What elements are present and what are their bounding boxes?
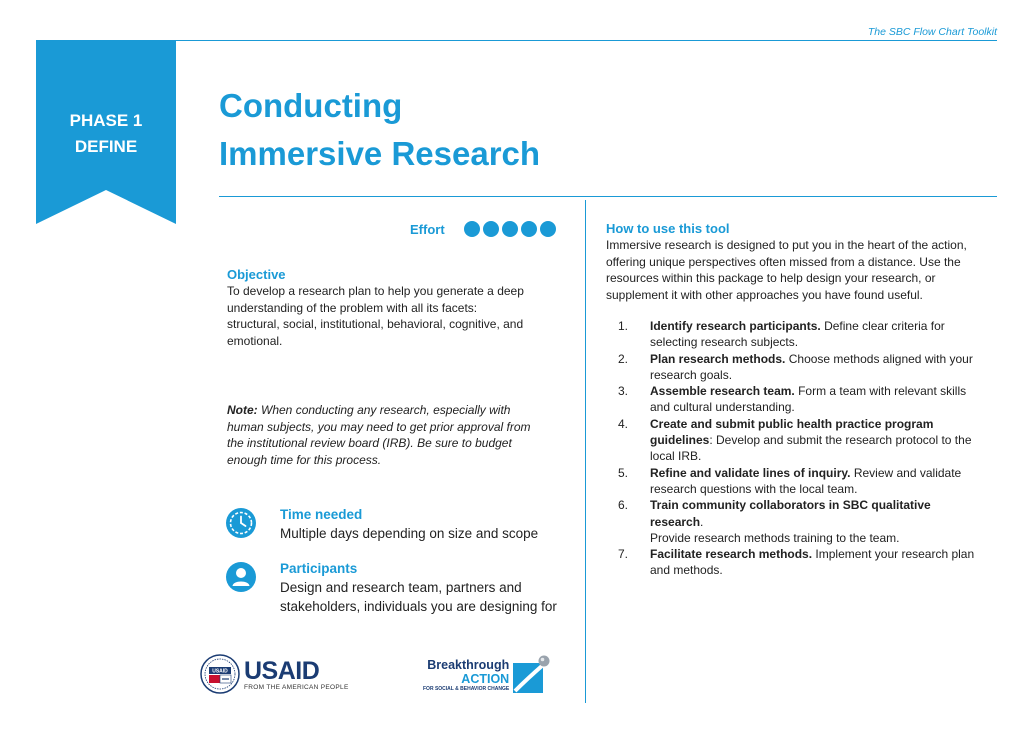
- step-number: 2.: [618, 351, 629, 366]
- page-title: [219, 82, 540, 178]
- step-body: [650, 546, 974, 579]
- step-text: Provide research methods training to the team.: [650, 530, 900, 545]
- objective-line: structural, social, institutional, behavioral, cognitive, and: [227, 317, 524, 331]
- step-title: guidelines: [650, 433, 710, 448]
- step-text: Implement your research plan: [812, 547, 975, 562]
- breakthrough-line-1: Breakthrough: [427, 658, 510, 672]
- step-title: Train community collaborators in SBC qualitative research: [650, 498, 931, 529]
- step-title: Refine and validate lines of inquiry.: [650, 465, 851, 480]
- usaid-logo: [200, 654, 349, 694]
- usaid-name: USAID: [244, 656, 320, 685]
- person-icon: [226, 562, 256, 592]
- participants-block: [226, 560, 557, 616]
- phase-label: [36, 108, 176, 160]
- step-number: 1.: [618, 319, 629, 333]
- how-to-use-line: offering unique perspectives often missed from a distance. Use the: [606, 254, 961, 269]
- step-body: [650, 497, 986, 546]
- participants-line: Design and research team, partners and: [280, 580, 522, 595]
- top-rule: [176, 40, 997, 41]
- usaid-tagline: FROM THE AMERICAN PEOPLE: [244, 683, 349, 691]
- effort-label: Effort: [410, 221, 445, 237]
- breakthrough-action-logo: [423, 655, 551, 695]
- step-text: and methods.: [650, 563, 723, 578]
- objective-line: To develop a research plan to help you generate a deep: [227, 284, 524, 298]
- step-body: [650, 383, 966, 416]
- breakthrough-mark-icon: [513, 655, 551, 695]
- list-item: [606, 318, 986, 351]
- effort-dot: [464, 221, 480, 237]
- time-needed-heading: Time needed: [280, 507, 363, 522]
- time-needed-text: Multiple days depending on size and scope: [280, 526, 539, 541]
- clock-icon: [226, 508, 256, 538]
- objective-line: understanding of the problem with all its facets:: [227, 300, 478, 315]
- objective-line: emotional.: [227, 333, 283, 348]
- usaid-seal-icon: [200, 654, 240, 694]
- effort-dots: [464, 221, 559, 237]
- how-to-use-heading: How to use this tool: [606, 221, 730, 236]
- step-number: 4.: [618, 416, 629, 431]
- breakthrough-line-2: ACTION: [461, 672, 510, 686]
- note-line: [227, 402, 567, 419]
- step-text: Review and validate: [850, 465, 962, 480]
- step-title: Assemble research team.: [650, 384, 795, 399]
- step-title: Identify research participants.: [650, 319, 821, 333]
- effort-dot: [502, 221, 518, 237]
- phase-banner: [36, 40, 176, 224]
- list-item: [606, 416, 986, 465]
- note-line: the institutional review board (IRB). Be sure to budget: [227, 436, 512, 450]
- step-body: [650, 351, 973, 384]
- step-number: 3.: [618, 384, 629, 399]
- step-body: [650, 465, 961, 498]
- column-divider: [585, 200, 586, 703]
- step-body: [650, 416, 972, 465]
- effort-dot: [483, 221, 499, 237]
- step-text: local IRB.: [650, 449, 702, 464]
- objective-section: [227, 266, 567, 349]
- time-needed-block: [226, 506, 538, 543]
- step-text: .: [700, 514, 704, 529]
- list-item: [606, 383, 986, 416]
- step-title: Create and submit public health practice program: [650, 416, 934, 431]
- objective-heading: Objective: [227, 267, 286, 282]
- step-text: and cultural understanding.: [650, 400, 795, 415]
- how-to-use-line: resources within this package to help design your research, or: [606, 271, 936, 285]
- effort-dot: [521, 221, 537, 237]
- participants-text: [280, 578, 557, 616]
- toolkit-name: The SBC Flow Chart Toolkit: [867, 26, 997, 38]
- step-text: : Develop and submit the research protocol to the: [709, 433, 972, 448]
- note-label: Note:: [227, 403, 258, 417]
- steps-list: [606, 318, 986, 579]
- how-to-use-line: Immersive research is designed to put you in the heart of the action,: [606, 238, 967, 252]
- note-section: [227, 402, 567, 468]
- step-text: Choose methods aligned with your: [785, 351, 973, 366]
- list-item: [606, 465, 986, 498]
- step-title: Plan research methods.: [650, 351, 786, 366]
- step-body: [650, 318, 945, 351]
- title-line-1: Conducting: [219, 87, 403, 124]
- step-title: Facilitate research methods.: [650, 547, 813, 562]
- title-line-2: Immersive Research: [219, 135, 541, 172]
- list-item: [606, 546, 986, 579]
- participants-heading: Participants: [280, 561, 358, 576]
- note-line: enough time for this process.: [227, 452, 382, 467]
- usaid-seal-text: USAID: [212, 668, 228, 675]
- step-text: research questions with the local team.: [650, 481, 858, 496]
- note-line-text: When conducting any research, especially with: [257, 403, 511, 417]
- step-number: 5.: [618, 465, 629, 480]
- phase-number: PHASE 1: [69, 111, 143, 130]
- objective-text: [227, 283, 567, 349]
- list-item: [606, 351, 986, 384]
- effort-dot: [540, 221, 556, 237]
- step-text: research goals.: [650, 367, 733, 382]
- title-rule: [219, 196, 997, 197]
- how-to-use-line: supplement it with other approaches you have found useful.: [606, 287, 923, 302]
- how-to-use-section: [606, 220, 981, 303]
- step-number: 6.: [618, 498, 629, 513]
- list-item: [606, 497, 986, 546]
- effort-rating: [410, 221, 559, 237]
- usaid-wordmark: [244, 658, 349, 691]
- step-number: 7.: [618, 547, 629, 562]
- note-line: human subjects, you may need to get prior approval from: [227, 419, 531, 434]
- step-text: selecting research subjects.: [650, 335, 799, 350]
- step-text: Define clear criteria for: [820, 319, 945, 333]
- phase-name: DEFINE: [74, 137, 138, 156]
- breakthrough-line-3: FOR SOCIAL & BEHAVIOR CHANGE: [423, 686, 510, 692]
- breakthrough-wordmark: [423, 658, 509, 692]
- participants-line: stakeholders, individuals you are designing for: [280, 599, 557, 614]
- how-to-use-text: [606, 237, 981, 303]
- step-text: Form a team with relevant skills: [794, 384, 967, 399]
